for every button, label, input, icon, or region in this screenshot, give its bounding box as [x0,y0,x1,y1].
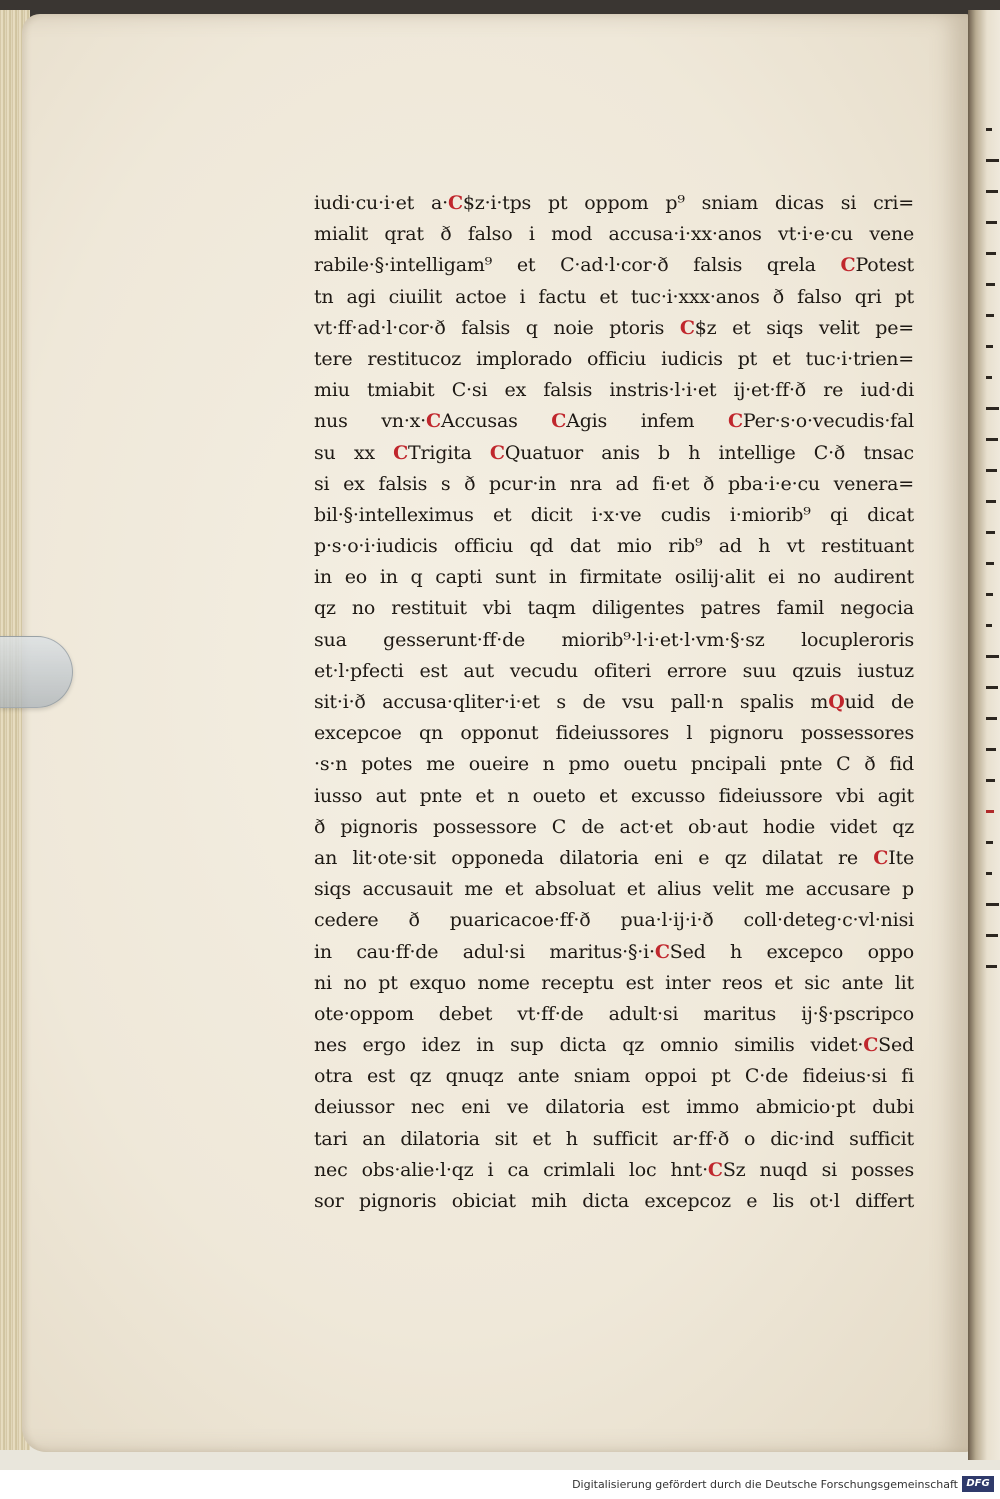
text-segment: ð pignoris possessore C de act·et ob·aut hodie videt qz [314,815,914,838]
text-line [314,718,914,749]
text-line [314,562,914,593]
footer-credit: Digitalisierung gefördert durch die Deutsche Forschungsgemeinschaft [572,1478,958,1491]
facing-page-mark [986,190,998,193]
text-segment: an lit·ote·sit opponeda dilatoria eni e qz dilatat re [314,846,874,869]
facing-page-mark [986,841,993,844]
text-segment: qz no restituit vbi taqm diligentes patres famil negocia [314,597,914,620]
text-line [314,1124,914,1155]
text-line [314,375,914,406]
footer-bar [0,1470,1000,1499]
text-line [314,1092,914,1123]
text-line [314,937,914,968]
rubric-initial: C [489,441,505,464]
rubric-initial: C [840,254,856,277]
facing-page-mark [986,159,999,162]
text-segment: Accusas [440,410,552,433]
text-segment: si ex falsis s ð pcur·in nra ad fi·et ð pba·i·e·cu venera= [314,472,914,495]
text-segment: ote·oppom debet vt·ff·de adult·si maritus ij·§·pscripco [314,1002,914,1025]
rubric-initial: C [447,192,463,214]
facing-page-mark [986,903,999,906]
text-segment: cedere ð puaricacoe·ff·ð pua·l·ij·i·ð coll·deteg·c·vl·nisi [314,909,914,932]
dfg-logo: DFG [962,1476,994,1492]
text-line [314,1186,914,1217]
text-segment: tere restitucoz implorado officiu iudicis pt et tuc·i·trien= [314,347,914,370]
text-segment: Ite [888,846,914,869]
facing-page-mark [986,283,995,286]
text-line [314,749,914,780]
text-segment: siqs accusauit me et absoluat et alius velit me accusare p [314,878,914,901]
text-line [314,406,914,437]
text-line [314,905,914,936]
text-line [314,593,914,624]
text-segment: sit·i·ð accusa·qliter·i·et s de vsu pall·n spalis m [314,691,829,713]
facing-page-mark [986,221,997,224]
text-line [314,968,914,999]
facing-page-mark [986,345,993,348]
text-segment: miu tmiabit C·si ex falsis instris·l·i·et ij·et·ff·ð re iud·di [314,379,914,402]
text-segment: otra est qz qnuqz ante sniam oppoi pt C·de fideius·si fi [314,1065,914,1088]
text-segment: p·s·o·i·iudicis officiu qd dat mio rib⁹ ad h vt restituant [314,535,914,558]
text-segment: Sed [878,1034,914,1057]
text-block [314,188,914,1217]
text-segment: nec obs·alie·l·qz i ca crimlali loc hnt· [314,1158,708,1181]
facing-page-mark [986,872,992,875]
rubric-initial: C [393,441,409,464]
text-segment: in cau·ff·de adul·si maritus·§·i· [314,940,655,963]
facing-page-mark [986,965,997,968]
text-line [314,843,914,874]
text-segment: Quatuor anis b h intellige C·ð tnsac [504,441,914,464]
text-segment: uid de [844,691,914,713]
facing-page-mark [986,748,996,751]
text-segment: Potest [855,254,914,277]
facing-page-mark [986,624,992,627]
rubric-initial: C [679,316,695,339]
text-line [314,282,914,313]
facing-page-mark [986,531,995,534]
facing-page-mark [986,314,994,317]
facing-page-mark [986,500,996,503]
facing-page-mark [986,779,995,782]
facing-page-mark [986,686,998,689]
text-segment: sor pignoris obiciat mih dicta excepcoz e lis ot·l differt [314,1190,914,1212]
rubric-initial: C [654,940,670,963]
text-segment: excepcoe qn opponut fideiussores l pignoru possessores [314,722,914,745]
text-line [314,438,914,469]
text-segment: Agis infem [566,410,728,433]
facing-page-mark [986,252,996,255]
text-segment: vt·ff·ad·l·cor·ð falsis q noie ptoris [314,316,680,339]
text-line [314,874,914,905]
text-segment: ·s·n potes me oueire n pmo ouetu pncipali pnte C ð fid [314,753,914,776]
rubric-initial: C [551,410,567,433]
text-line [314,313,914,344]
facing-page-mark [986,562,994,565]
rubric-initial: C [873,846,889,869]
facing-page-mark [986,593,993,596]
text-segment: sua gesserunt·ff·de miorib⁹·l·i·et·l·vm·§·sz locupleroris [314,628,914,651]
facing-page-mark [986,438,998,441]
text-line [314,1061,914,1092]
text-segment: Trigita [408,441,490,464]
text-line [314,250,914,281]
rubric-initial: C [707,1158,723,1181]
facing-page-mark [986,376,992,379]
text-segment: $z et siqs velit pe= [694,316,914,339]
facing-page-mark [986,407,999,410]
facing-page-mark [986,717,997,720]
facing-page-mark [986,810,994,813]
text-segment: rabile·§·intelligam⁹ et C·ad·l·cor·ð falsis qrela [314,254,841,277]
text-line [314,625,914,656]
facing-page-mark [986,655,999,658]
text-line [314,1030,914,1061]
text-segment: tn agi ciuilit actoe i factu et tuc·i·xxx·anos ð falso qri pt [314,285,914,308]
text-segment: et·l·pfecti est aut vecudu ofiteri errore suu qzuis iustuz [314,659,914,682]
text-segment: nus vn·x· [314,410,427,433]
text-segment: iudi·cu·i·et a· [314,192,448,214]
rubric-initial: Q [828,691,845,713]
text-segment: deiussor nec eni ve dilatoria est immo abmicio·pt dubi [314,1096,914,1119]
text-segment: iusso aut pnte et n oueto et excusso fideiussore vbi agit [314,784,914,807]
text-line [314,219,914,250]
rubric-initial: C [426,410,441,433]
page-clamp [0,636,73,708]
facing-page-mark [986,934,998,937]
text-segment: Sz nuqd si posses [722,1158,914,1181]
text-line [314,344,914,375]
text-segment: tari an dilatoria sit et h sufficit ar·ff·ð o dic·ind sufficit [314,1127,914,1150]
facing-page-mark [986,128,992,131]
text-segment: in eo in q capti sunt in firmitate osilij·alit ei no audirent [314,566,914,589]
text-line [314,531,914,562]
facing-page-text-edge [984,120,1000,1020]
facing-page-mark [986,469,997,472]
text-segment: ni no pt exquo nome receptu est inter reos et sic ante lit [314,971,914,994]
text-line [314,781,914,812]
text-line [314,188,914,219]
text-line [314,500,914,531]
text-segment: Per·s·o·vecudis·fal [742,410,914,433]
rubric-initial: C [727,410,743,433]
text-line [314,1155,914,1186]
text-line [314,999,914,1030]
text-segment: nes ergo idez in sup dicta qz omnio similis videt· [314,1034,864,1057]
text-line [314,656,914,687]
text-line [314,687,914,718]
text-segment: $z·i·tps pt oppom p⁹ sniam dicas si cri= [462,192,914,214]
text-segment: bil·§·intelleximus et dicit i·x·ve cudis i·miorib⁹ qi dicat [314,503,914,526]
text-line [314,812,914,843]
text-line [314,469,914,500]
text-segment: Sed h excepco oppo [669,940,914,963]
text-segment: mialit qrat ð falso i mod accusa·i·xx·anos vt·i·e·cu vene [314,223,914,246]
rubric-initial: C [863,1034,879,1057]
text-segment: su xx [314,441,394,464]
